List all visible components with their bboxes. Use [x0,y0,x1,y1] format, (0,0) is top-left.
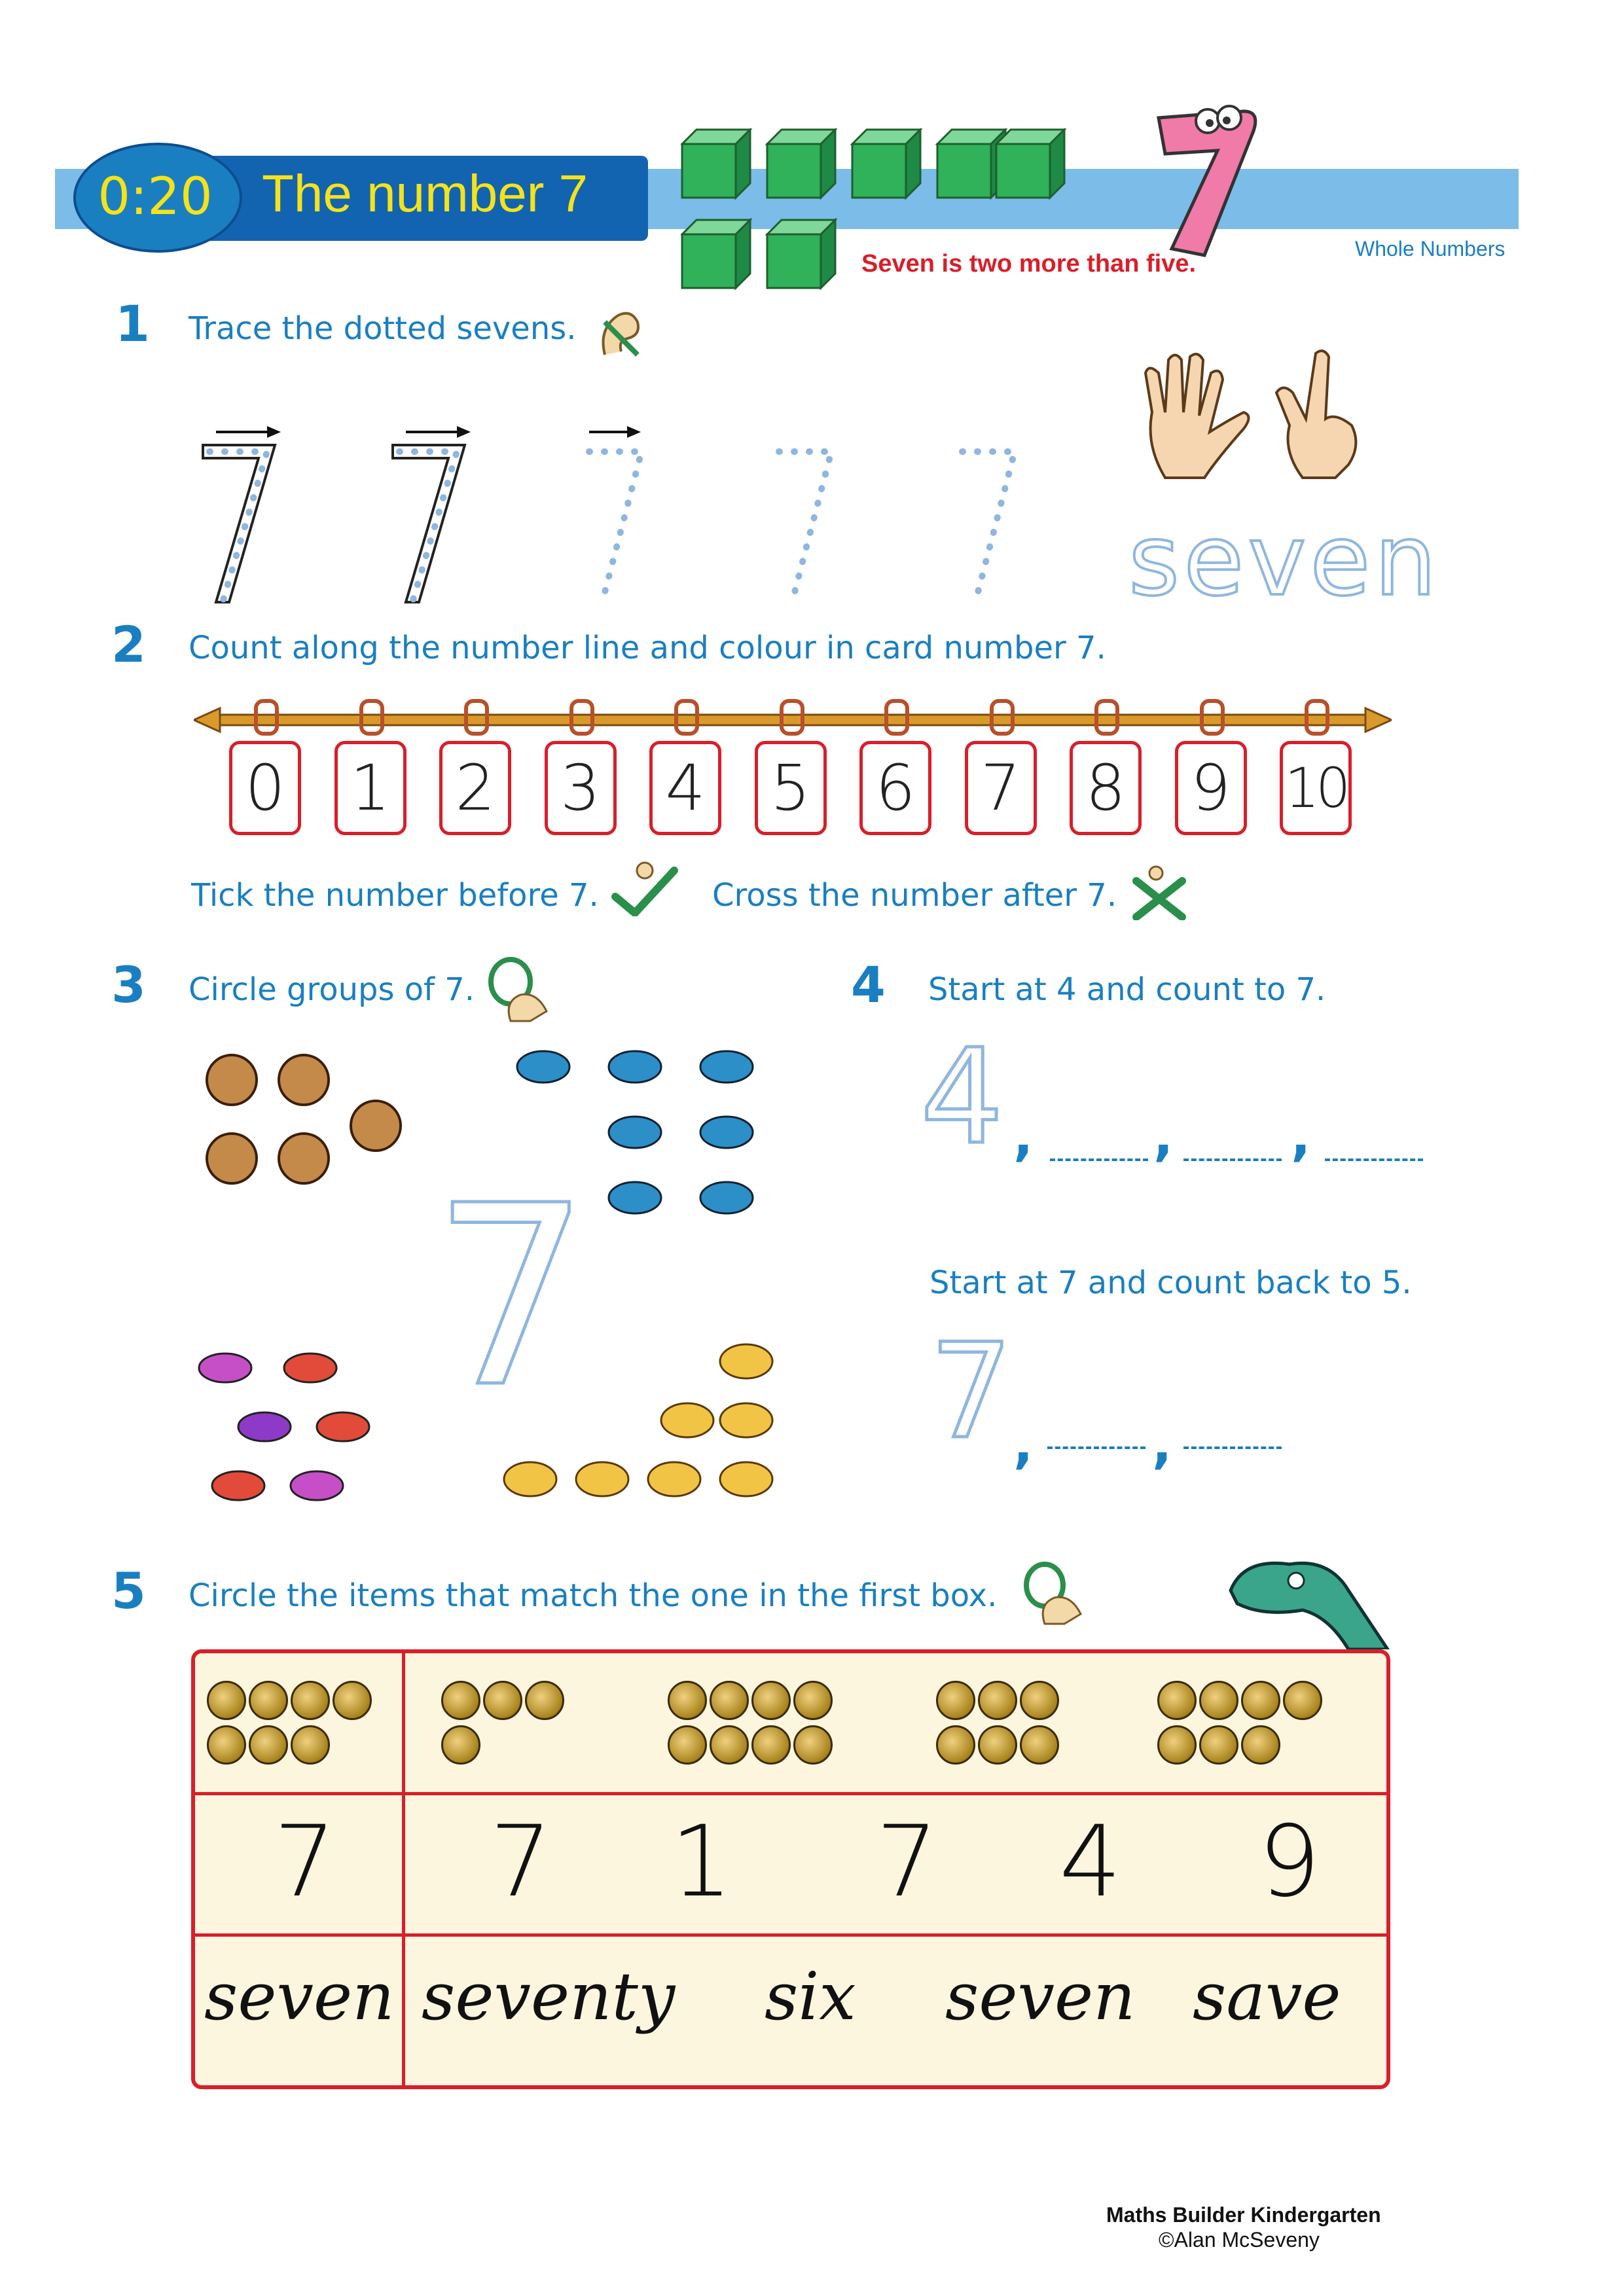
comma: , [1291,1106,1311,1167]
number-card-5[interactable]: 5 [755,741,827,835]
coin-icon [441,1725,480,1765]
q4-number: 4 [851,956,886,1014]
coin-icon [793,1725,833,1765]
dotted-word-seven: seven [1128,504,1441,618]
card-hook [884,699,909,736]
dotted-four-start: 4 [920,1021,1004,1174]
circle-worm-icon [1019,1562,1091,1627]
coin-icon [249,1725,288,1765]
number-ref: 7 [274,1805,336,1919]
strand-label: Whole Numbers [1355,237,1506,260]
footer-copyright: ©Alan McSeveny [1159,2228,1320,2251]
number-choice[interactable]: 7 [490,1805,552,1919]
number-choice[interactable]: 7 [876,1805,939,1919]
fish-group [186,1342,382,1512]
trace-sevens-row [196,419,1060,609]
table-divider-h2 [195,1933,1386,1937]
q1-number: 1 [115,295,150,353]
word-ref: seven [204,1958,395,2035]
number-choice[interactable]: 9 [1258,1805,1321,1919]
coin-icon [249,1681,288,1720]
number-card-2[interactable]: 2 [439,741,511,835]
card-hook [1200,699,1225,736]
coin-icon [710,1681,749,1720]
coin-icon [1283,1681,1322,1720]
coin-icon [978,1681,1017,1720]
q3-instruction: Circle groups of 7. [189,971,475,1008]
coin-icon [525,1681,564,1720]
tagline: Seven is two more than five. [861,250,1197,278]
word-choice[interactable]: seven [945,1958,1136,2035]
card-hook [990,699,1015,736]
q5-number: 5 [111,1562,146,1620]
tick-instruction: Tick the number before 7. [191,877,599,914]
number-card-0[interactable]: 0 [229,741,301,835]
q3-number: 3 [111,956,146,1014]
coin-icon [1241,1681,1280,1720]
number-card-6[interactable]: 6 [859,741,931,835]
coin-icon [1241,1725,1280,1765]
coin-icon [936,1681,975,1720]
coin-cell-4[interactable] [1156,1679,1326,1768]
coin-icon [1157,1681,1197,1720]
dogs-group [192,1041,415,1198]
coin-icon [751,1681,791,1720]
number-card-9[interactable]: 9 [1175,741,1247,835]
card-hook [359,699,384,736]
word-choice[interactable]: save [1193,1958,1341,2035]
card-hook [254,699,279,736]
answer-blank-2[interactable] [1183,1158,1282,1161]
dinosaur-icon [1218,1518,1401,1649]
coin-icon [978,1725,1017,1765]
comma: , [1152,1414,1172,1475]
comma: , [1153,1106,1174,1167]
coin-icon [1020,1725,1059,1765]
card-hook [674,699,699,736]
coin-icon [441,1681,480,1720]
trace-sevens-illustration [196,419,1060,609]
coin-icon [751,1725,791,1765]
cross-icon [1130,861,1189,920]
word-choice[interactable]: seventy [422,1958,676,2035]
coin-icon [291,1681,330,1720]
table-divider-v [402,1653,405,2085]
answer-blank-3[interactable] [1325,1158,1423,1161]
coin-cell-2[interactable] [666,1679,837,1768]
page-title: The number 7 [262,164,588,223]
card-hook [780,699,804,736]
card-hook [1305,699,1329,736]
hands-seven-icon [1126,347,1401,491]
time-label: 0:20 [98,168,213,226]
coin-icon [291,1725,330,1765]
number-choice[interactable]: 1 [670,1805,733,1919]
comma: , [1013,1106,1034,1167]
coin-icon [483,1681,522,1720]
number-card-7[interactable]: 7 [965,741,1037,835]
coin-cell-ref [206,1679,376,1768]
number-card-10[interactable]: 10 [1280,741,1352,835]
table-divider-h1 [195,1792,1386,1795]
coin-cell-3[interactable] [935,1679,1066,1768]
number-card-8[interactable]: 8 [1070,741,1142,835]
matching-table [191,1649,1390,2089]
dotted-seven-q3: 7 [432,1152,590,1442]
card-hook [464,699,489,736]
number-choice[interactable]: 4 [1059,1805,1122,1919]
coin-icon [333,1681,372,1720]
q4-instruction: Start at 4 and count to 7. [928,971,1326,1008]
coin-icon [1157,1725,1197,1765]
coin-icon [1199,1681,1238,1720]
answer-blank-4[interactable] [1047,1446,1146,1449]
q1-instruction: Trace the dotted sevens. [189,310,577,347]
number-card-1[interactable]: 1 [334,741,406,835]
coin-icon [207,1681,246,1720]
cross-instruction: Cross the number after 7. [712,877,1117,914]
footer-book: Maths Builder Kindergarten [1106,2203,1381,2227]
answer-blank-1[interactable] [1050,1158,1148,1161]
comma: , [1013,1414,1034,1475]
circle-worm-icon [484,956,556,1028]
answer-blank-5[interactable] [1183,1446,1282,1449]
coin-icon [1199,1725,1238,1765]
q2-instruction: Count along the number line and colour in card number 7. [189,630,1106,666]
coin-icon [710,1725,749,1765]
q2-number: 2 [111,615,146,673]
number-card-3[interactable]: 3 [545,741,617,835]
tick-icon [609,857,681,916]
coin-icon [668,1725,707,1765]
card-hook [569,699,594,736]
coin-icon [1020,1681,1059,1720]
coin-icon [207,1725,246,1765]
card-hook [1094,699,1119,736]
mascot-seven-icon [1146,92,1276,262]
pencil-worm-icon [592,302,651,361]
word-choice[interactable]: six [765,1958,856,2035]
coin-icon [793,1681,833,1720]
number-card-4[interactable]: 4 [649,741,721,835]
cats-group [497,1335,785,1505]
coin-icon [668,1681,707,1720]
coin-icon [936,1725,975,1765]
q5-instruction: Circle the items that match the one in the first box. [189,1577,998,1614]
coin-cell-1[interactable] [440,1679,584,1768]
q4-instruction-2: Start at 7 and count back to 5. [929,1265,1412,1301]
dotted-seven-start: 7 [929,1316,1013,1468]
